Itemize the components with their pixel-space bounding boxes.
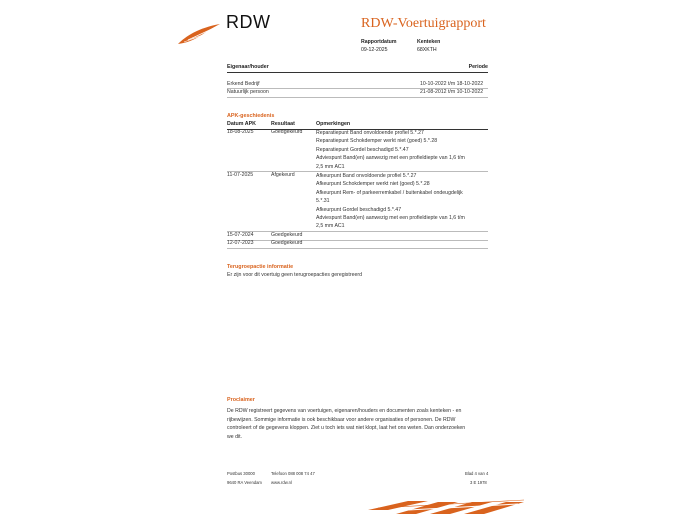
apk-result: Goedgekeurd — [271, 129, 303, 135]
apk-result: Afgekeurd — [271, 172, 295, 178]
rapportdatum-label: Rapportdatum — [361, 39, 397, 45]
brand-name: RDW — [226, 12, 271, 32]
disclaimer-line: De RDW registreert gegevens van voertuigen, eigenaren/houders en documenten zoals kenteken - en — [227, 408, 462, 414]
apk-remarks — [316, 172, 465, 231]
footer-code: 3 E 1978 — [470, 480, 487, 485]
apk-date: 15-07-2024 — [227, 232, 254, 238]
apk-col-result: Resultaat — [271, 121, 295, 127]
apk-date: 11-07-2025 — [227, 172, 254, 178]
apk-header — [227, 121, 488, 127]
apk-remark: 2,5 mm AC1 — [316, 163, 345, 170]
apk-date: 12-07-2023 — [227, 240, 254, 246]
owner-period: 10-10-2022 t/m 18-10-2022 — [420, 81, 484, 87]
owners-header — [227, 64, 488, 70]
apk-remark: 2,5 mm AC1 — [316, 223, 345, 230]
apk-remark: Afkeurpunt Gordel beschadigd 5.*.47 — [316, 206, 402, 213]
owners-col-left: Eigenaar/houder — [227, 64, 269, 70]
apk-divider — [227, 240, 488, 241]
apk-date: 18-08-2025 — [227, 129, 254, 135]
apk-remark: Afkeurpunt Band onvoldoende profiel 5.*.27 — [316, 173, 417, 179]
apk-remark: 5.*.31 — [316, 198, 330, 205]
recall-text: Er zijn voor dit voertuig geen terugroepacties geregistreerd — [227, 272, 362, 278]
apk-remark: Reparatiepunt Schokdemper werkt niet (goed) 5.*.28 — [316, 138, 438, 145]
footer-page: Blad 4 van 4 — [465, 471, 489, 476]
owners-col-right: Periode — [468, 64, 488, 70]
apk-result: Goedgekeurd — [271, 232, 303, 238]
disclaimer-line: controleert of de gegevens kloppen. Ziet u toch iets wat niet klopt, laat het ons weten. Dan onderzoeken — [227, 425, 466, 432]
decorative-stripes-icon — [368, 498, 528, 514]
recall-heading: Terugroepactie informatie — [227, 264, 294, 270]
apk-heading: APK-geschiedenis — [227, 113, 275, 119]
apk-remark: Adviespunt Band(en) aanwezig met een profieldiepte van 1,6 t/m — [316, 215, 465, 222]
apk-col-date: Datum APK — [227, 121, 256, 127]
disclaimer-text — [227, 407, 489, 441]
apk-col-remarks: Opmerkingen — [316, 121, 351, 127]
owners-rule — [227, 72, 488, 73]
owner-type: Erkend Bedrijf — [227, 81, 260, 87]
owner-divider — [227, 97, 488, 98]
apk-divider — [227, 248, 488, 249]
kenteken-label: Kenteken — [417, 39, 441, 45]
owner-type: Natuurlijk persoon — [227, 89, 269, 95]
apk-divider — [227, 231, 488, 232]
apk-remark: Afkeurpunt Schokdemper werkt niet (goed) 5.*.28 — [316, 181, 430, 188]
disclaimer-heading: Proclaimer — [227, 397, 255, 403]
rapportdatum-value: 09-12-2025 — [361, 47, 388, 53]
apk-remarks — [316, 129, 465, 171]
footer-city: 9640 RA Veendam — [227, 480, 262, 485]
footer-web: www.rdw.nl — [271, 480, 292, 485]
disclaimer-line: rijbewijzen. Sommige informatie is ook beschikbaar voor andere organisaties of personen. De RDW — [227, 416, 456, 423]
apk-remark: Reparatiepunt Gordel beschadigd 5.*.47 — [316, 146, 409, 153]
owner-period: 21-08-2012 t/m 10-10-2022 — [420, 89, 484, 95]
kenteken-value: 68XKTH — [417, 47, 437, 53]
footer-phone: Telefoon 088 008 74 47 — [271, 471, 315, 476]
rdw-logo-icon — [176, 22, 222, 46]
apk-result: Goedgekeurd — [271, 240, 303, 246]
footer-postbus: Postbus 30000 — [227, 471, 255, 476]
report-title: RDW-Voertuigrapport — [361, 16, 486, 31]
apk-remark: Reparatiepunt Band onvoldoende profiel 5.*.27 — [316, 130, 424, 136]
apk-remark: Adviespunt Band(en) aanwezig met een profieldiepte van 1,6 t/m — [316, 155, 465, 162]
apk-remark: Afkeurpunt Rem- of parkeerremkabel / buitenkabel ondeugdelijk — [316, 189, 463, 196]
disclaimer-line: we dit. — [227, 433, 242, 440]
